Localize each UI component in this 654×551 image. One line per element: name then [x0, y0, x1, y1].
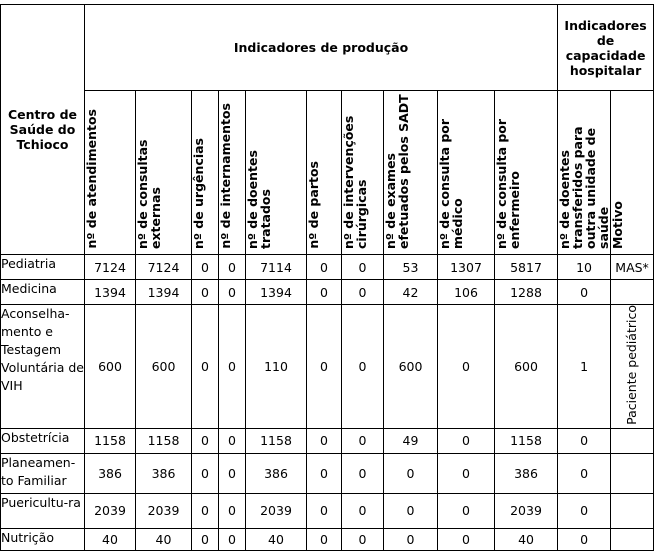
column-header: [246, 91, 307, 255]
table-cell: 1158: [495, 428, 558, 453]
table-cell: 0: [342, 453, 384, 493]
column-header-label: Motivo: [610, 200, 626, 249]
table-cell: 0: [192, 305, 219, 429]
table-cell: 2039: [136, 493, 192, 528]
column-header: [307, 91, 342, 255]
table-cell: 600: [495, 305, 558, 429]
header-indicadores-capacidade: Indicadores de capacidade hospitalar: [558, 5, 654, 91]
table-cell: 386: [136, 453, 192, 493]
table-cell: 40: [85, 528, 136, 550]
table-cell: 0: [192, 280, 219, 305]
table-row: [1, 255, 654, 280]
table-row: [1, 493, 654, 528]
table-body: [1, 255, 654, 551]
column-header: [192, 91, 219, 255]
table-cell: 600: [136, 305, 192, 429]
table-cell: 0: [438, 493, 495, 528]
column-header: [342, 91, 384, 255]
column-header-row: [1, 91, 654, 255]
column-header-label: nº de consulta por médico: [437, 118, 465, 249]
table-cell: 0: [219, 280, 246, 305]
column-header: [495, 91, 558, 255]
table-cell: 2039: [246, 493, 307, 528]
table-cell: 0: [558, 428, 611, 453]
table-cell: 49: [384, 428, 438, 453]
motivo-cell: [611, 493, 654, 528]
table-cell: 1288: [495, 280, 558, 305]
column-header: [558, 91, 611, 255]
table-cell: 0: [219, 305, 246, 429]
table-cell: 0: [307, 428, 342, 453]
column-header-label: nº de doentes transferidos para outra unidade de saúde: [557, 126, 612, 249]
motivo-cell: [611, 453, 654, 493]
table-cell: 600: [384, 305, 438, 429]
table-cell: 0: [192, 453, 219, 493]
table-cell: 7114: [246, 255, 307, 280]
table-cell: 1394: [85, 280, 136, 305]
table-cell: 386: [246, 453, 307, 493]
table-cell: 0: [307, 493, 342, 528]
table-cell: 106: [438, 280, 495, 305]
table-cell: 0: [384, 528, 438, 550]
table-cell: 0: [342, 428, 384, 453]
table-cell: 0: [192, 493, 219, 528]
table-cell: 10: [558, 255, 611, 280]
table-cell: 0: [438, 305, 495, 429]
table-cell: 0: [219, 428, 246, 453]
column-header: [85, 91, 136, 255]
table-cell: 0: [219, 528, 246, 550]
table-cell: 0: [307, 280, 342, 305]
table-cell: 0: [438, 528, 495, 550]
table-cell: 386: [85, 453, 136, 493]
row-label: Puericultu-ra: [1, 493, 85, 528]
table-cell: 0: [342, 493, 384, 528]
column-header-label: nº de partos: [306, 161, 321, 249]
table-cell: 0: [342, 528, 384, 550]
motivo-cell: [611, 280, 654, 305]
table-cell: 0: [307, 305, 342, 429]
production-indicators-table: [0, 4, 654, 551]
table-cell: 0: [438, 428, 495, 453]
header-centro-de-saude: Centro de Saúde do Tchioco: [1, 5, 85, 255]
motivo-cell: [611, 305, 654, 429]
table-row: [1, 528, 654, 550]
table-cell: 0: [192, 528, 219, 550]
row-label: Nutrição: [1, 528, 85, 550]
table-row: [1, 453, 654, 493]
column-header-label: nº de exames efetuados pelos SADT: [383, 94, 411, 249]
table-row: [1, 280, 654, 305]
table-cell: 40: [495, 528, 558, 550]
table-cell: 2039: [85, 493, 136, 528]
table-cell: 600: [85, 305, 136, 429]
table-cell: 0: [558, 528, 611, 550]
table-cell: 0: [192, 428, 219, 453]
table-cell: 0: [384, 453, 438, 493]
motivo-cell: [611, 528, 654, 550]
row-label: Obstetrícia: [1, 428, 85, 453]
table-cell: 5817: [495, 255, 558, 280]
column-header-label: nº de urgências: [191, 137, 206, 249]
column-header: [384, 91, 438, 255]
table-cell: 0: [192, 255, 219, 280]
table-cell: 0: [558, 280, 611, 305]
table-cell: 0: [219, 255, 246, 280]
motivo-text: Paciente pediátrico: [624, 305, 640, 425]
column-header: [219, 91, 246, 255]
table-cell: 0: [558, 453, 611, 493]
column-header-label: nº de doentes tratados: [245, 150, 273, 249]
table-cell: 1158: [85, 428, 136, 453]
column-header: [438, 91, 495, 255]
table-row: [1, 305, 654, 429]
table-cell: 1394: [136, 280, 192, 305]
table-cell: 7124: [136, 255, 192, 280]
row-label: Medicina: [1, 280, 85, 305]
table-cell: 40: [136, 528, 192, 550]
table-cell: 0: [384, 493, 438, 528]
column-header-label: nº de consultas externas: [135, 139, 163, 249]
table-cell: 0: [219, 493, 246, 528]
table-cell: 1158: [136, 428, 192, 453]
table-cell: 0: [307, 528, 342, 550]
row-label: Planeamen-to Familiar: [1, 453, 85, 493]
column-header-label: nº de intervenções cirúrgicas: [341, 115, 369, 249]
table-cell: 0: [438, 453, 495, 493]
table-cell: 0: [342, 305, 384, 429]
table-cell: 2039: [495, 493, 558, 528]
motivo-cell: MAS*: [611, 255, 654, 280]
table-cell: 42: [384, 280, 438, 305]
table-cell: 53: [384, 255, 438, 280]
table-cell: 110: [246, 305, 307, 429]
row-label: Pediatria: [1, 255, 85, 280]
column-header-label: nº de consulta por enfermeiro: [494, 118, 522, 249]
table-cell: 1394: [246, 280, 307, 305]
table-cell: 386: [495, 453, 558, 493]
table-cell: 40: [246, 528, 307, 550]
table-cell: 1307: [438, 255, 495, 280]
column-header: [611, 91, 654, 255]
table-cell: 0: [342, 280, 384, 305]
table-cell: 0: [342, 255, 384, 280]
row-label: Aconselha-mento e Testagem Voluntária de VIH: [1, 305, 85, 429]
table-cell: 0: [307, 453, 342, 493]
column-header-label: nº de atendimentos: [84, 109, 99, 249]
column-header-label: nº de internamentos: [218, 103, 233, 249]
table-cell: 7124: [85, 255, 136, 280]
table-cell: 1: [558, 305, 611, 429]
column-header: [136, 91, 192, 255]
table-cell: 1158: [246, 428, 307, 453]
table-cell: 0: [558, 493, 611, 528]
table-cell: 0: [307, 255, 342, 280]
motivo-cell: [611, 428, 654, 453]
table-row: [1, 428, 654, 453]
header-indicadores-producao: Indicadores de produção: [85, 5, 558, 91]
table-cell: 0: [219, 453, 246, 493]
